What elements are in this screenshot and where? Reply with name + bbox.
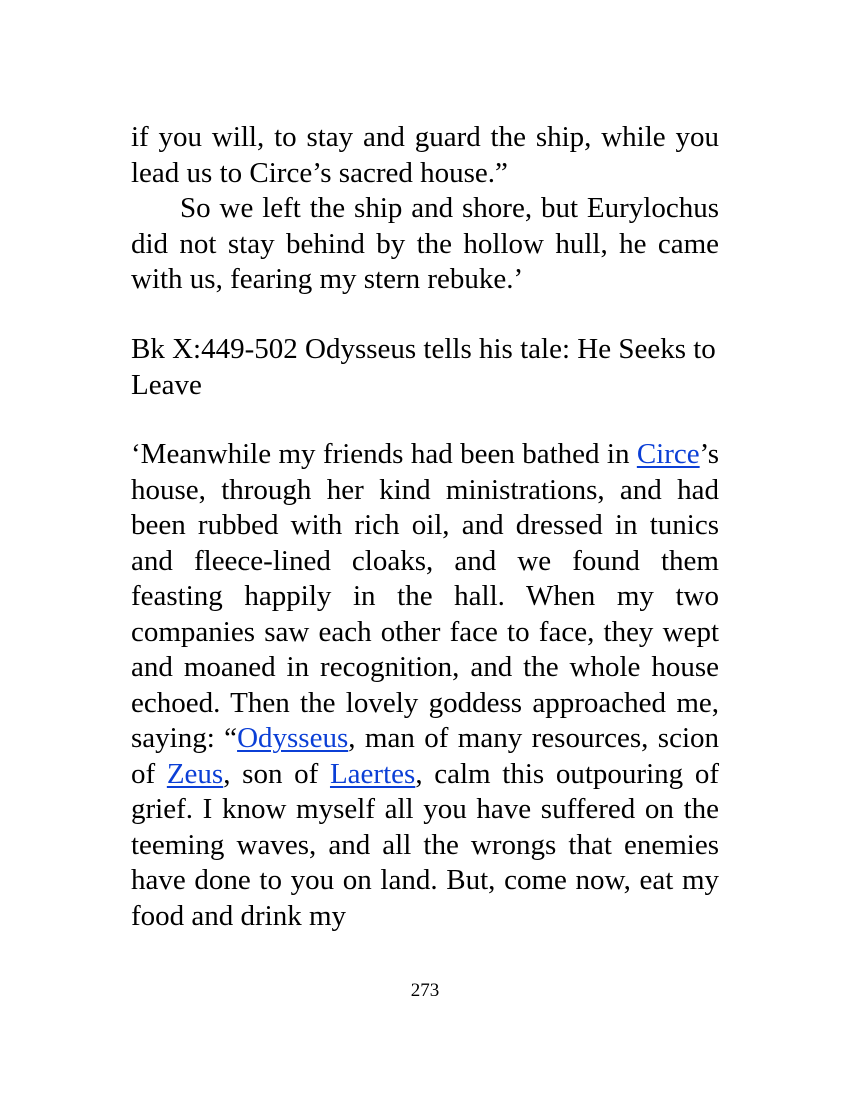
link-circe[interactable]: Circe bbox=[636, 438, 700, 470]
paragraph-1: if you will, to stay and guard the ship, while you lead us to Circe’s sacred house.” bbox=[131, 121, 719, 189]
opening-passage bbox=[131, 120, 719, 298]
paragraph-2: So we left the ship and shore, but Eurylochus did not stay behind by the hollow hull, he came with us, fearing my stern rebuke.’ bbox=[131, 192, 719, 295]
p3-text-1: ’s house, through her kind ministrations, and had been rubbed with rich oil, and dressed in tunics and fleece-lined cloaks, and we found them feasting happily in the hall. When my two companies saw each other face to face, they wept and moaned in recognition, and the whole house echoed. Then the lovely goddess approached me, saying: “ bbox=[131, 438, 719, 754]
link-odysseus[interactable]: Odysseus bbox=[237, 722, 349, 754]
p3-open-text: ‘Meanwhile my friends had been bathed in bbox=[131, 438, 637, 470]
section-heading-text: Bk X:449-502 Odysseus tells his tale: He Seeks to Leave bbox=[131, 333, 716, 401]
paragraph-3 bbox=[131, 437, 719, 934]
p3-text-2: , man of many resources, scion of bbox=[131, 722, 719, 790]
link-laertes[interactable]: Laertes bbox=[329, 757, 416, 790]
page-number: 273 bbox=[410, 980, 440, 1001]
p3-text-4: , calm this outpouring of grief. I know myself all you have suffered on the teeming waves, and all the wrongs that enemies have done to you on land. But, come now, eat my food and drink my bbox=[131, 757, 719, 932]
p3-text-3: , son of bbox=[223, 757, 330, 790]
section-heading bbox=[131, 332, 719, 403]
main-passage bbox=[131, 437, 719, 934]
link-zeus[interactable]: Zeus bbox=[166, 757, 224, 790]
